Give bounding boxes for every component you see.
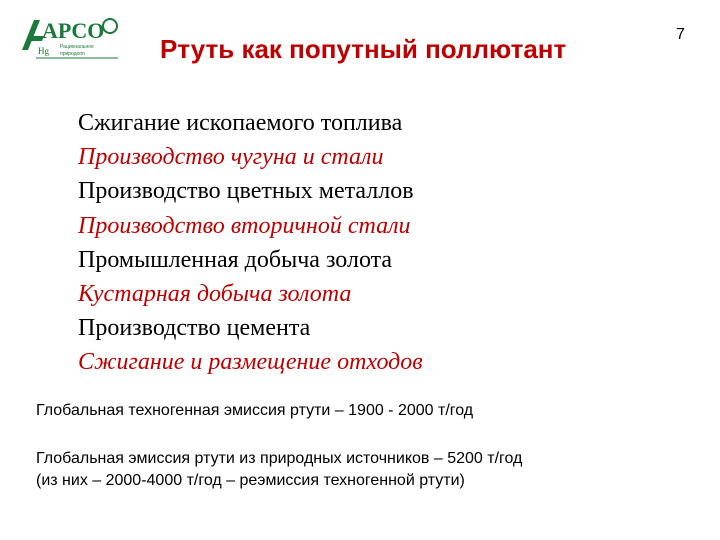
natural-emission-line-1: Глобальная эмиссия ртути из природных источников – 5200 т/год	[36, 450, 523, 467]
logo-subtitle-1: Рациональное	[60, 44, 94, 50]
source-item: Производство цемента	[78, 315, 311, 342]
anthropogenic-emission-statement: Глобальная техногенная эмиссия ртути – 1900 - 2000 т/год	[36, 402, 474, 419]
source-item: Производство вторичной стали	[78, 212, 411, 239]
source-item: Производство чугуна и стали	[78, 144, 384, 171]
logo-subtitle-2: природопо	[60, 51, 85, 57]
source-item: Производство цветных металлов	[78, 178, 414, 205]
logo-hg-label: Hg	[38, 46, 49, 56]
natural-emission-statement	[36, 448, 522, 492]
slide-number: 7	[676, 26, 685, 43]
source-item: Кустарная добыча золота	[78, 281, 352, 308]
apco-logo	[18, 14, 130, 64]
slide-title: Ртуть как попутный поллютант	[160, 34, 567, 64]
source-item: Сжигание ископаемого топлива	[78, 110, 403, 136]
natural-emission-line-2: (из них – 2000-4000 т/год – реэмиссия техногенной ртути)	[36, 472, 465, 489]
apco-logo-graphic	[18, 14, 130, 64]
source-item: Сжигание и размещение отходов	[78, 349, 423, 376]
source-item: Промышленная добыча золота	[78, 246, 393, 273]
logo-text: APCO	[42, 18, 105, 43]
mercury-sources-list	[78, 106, 423, 380]
